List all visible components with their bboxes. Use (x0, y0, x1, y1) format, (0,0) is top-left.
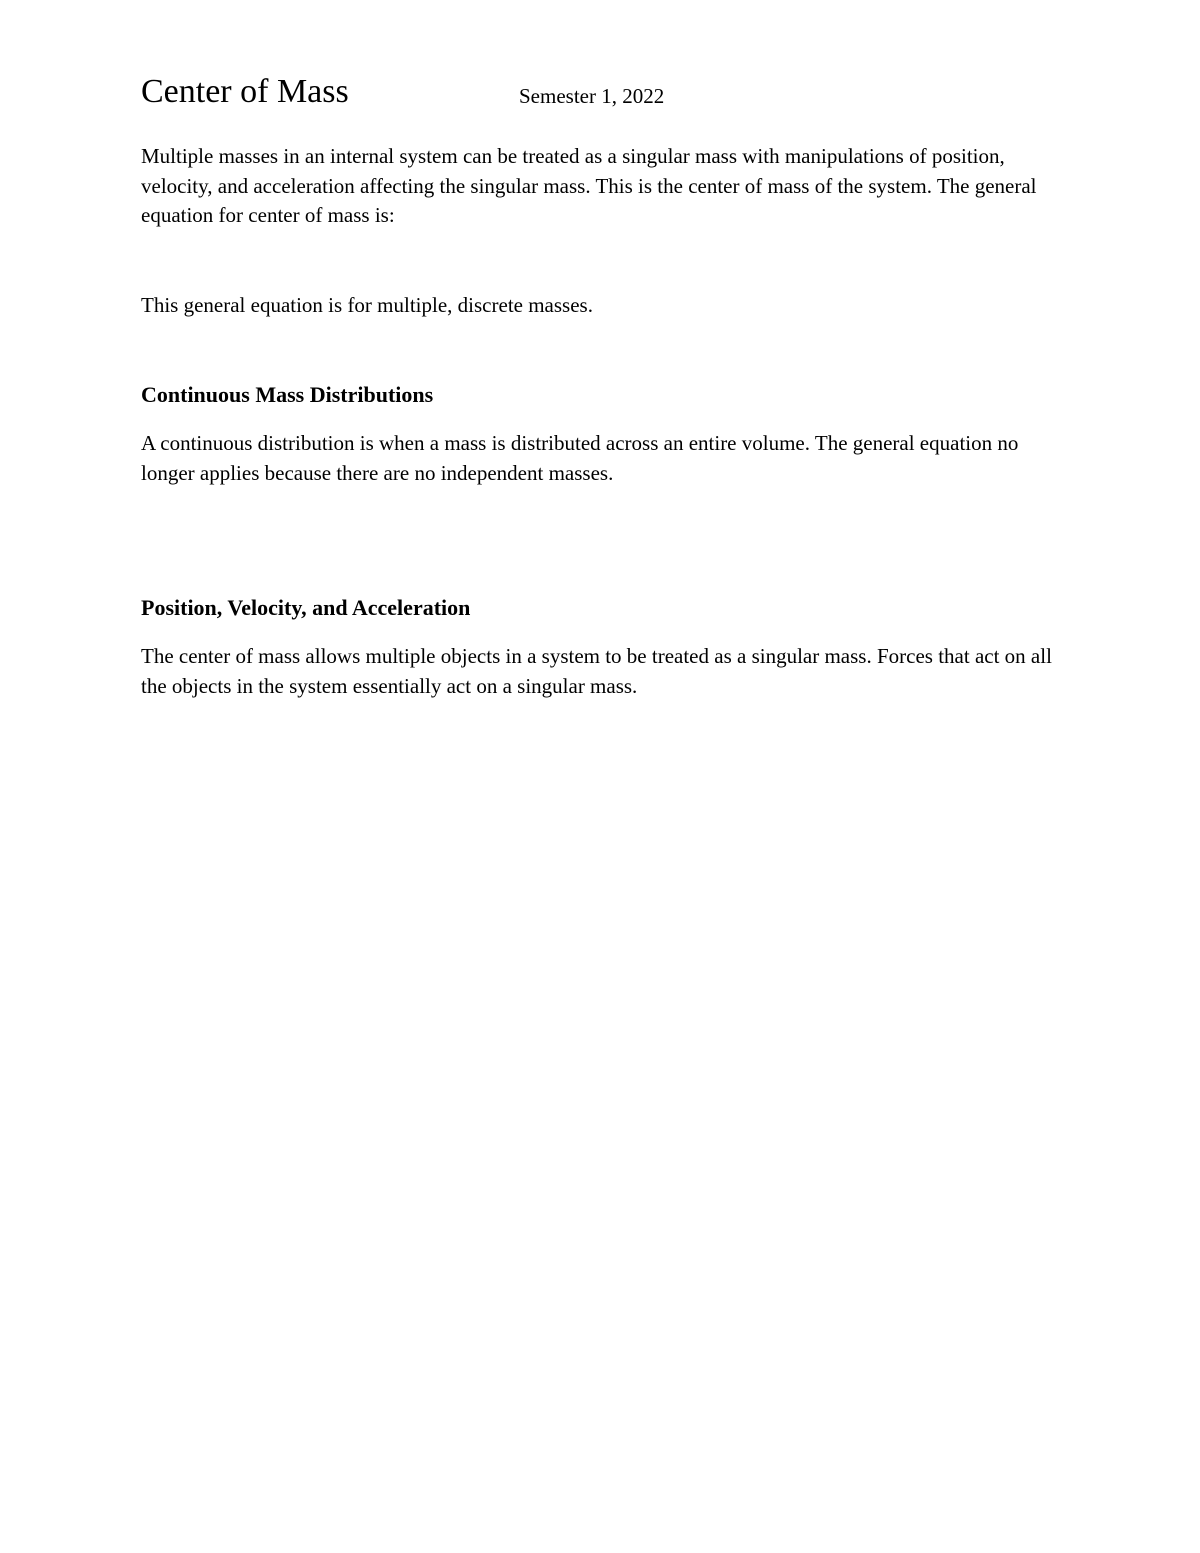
semester-label: Semester 1, 2022 (519, 84, 665, 108)
discrete-masses-note: This general equation is for multiple, discrete masses. (141, 293, 593, 317)
section-body-position-velocity-acceleration: The center of mass allows multiple objects in a system to be treated as a singular mass. Forces that act on all the objects in the system essentially act on a singular mass. (141, 644, 1052, 698)
section-body-continuous-mass: A continuous distribution is when a mass is distributed across an entire volume. The general equation no longer applies because there are no independent masses. (141, 431, 1019, 485)
page-title: Center of Mass (141, 73, 349, 110)
intro-paragraph: Multiple masses in an internal system can be treated as a singular mass with manipulations of position, velocity, and acceleration affecting the singular mass. This is the center of mass of the system. The general equation for center of mass is: (141, 144, 1037, 227)
section-heading-continuous-mass: Continuous Mass Distributions (141, 382, 434, 407)
section-heading-position-velocity-acceleration: Position, Velocity, and Acceleration (141, 595, 471, 620)
